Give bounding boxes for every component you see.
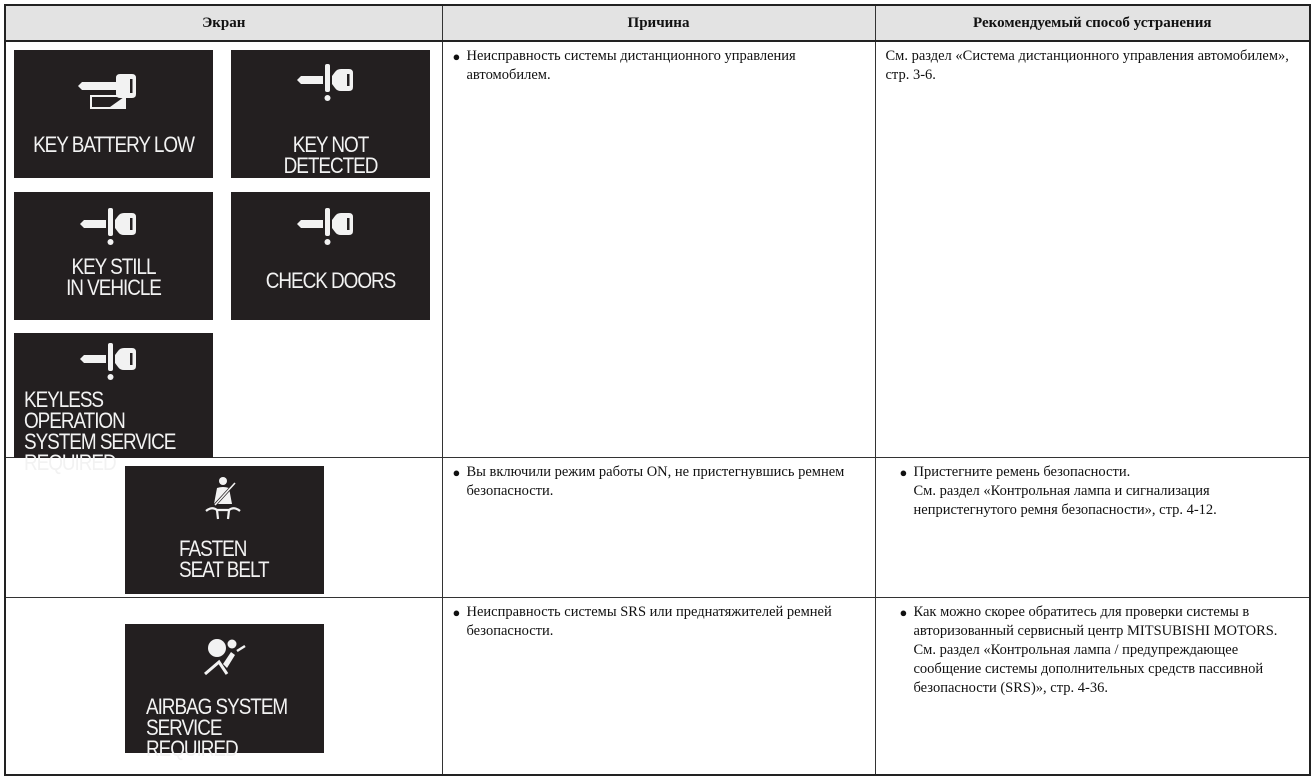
screen-keyless-operation-service	[14, 333, 213, 475]
cause-bullet-item	[453, 463, 865, 501]
warning-messages-table	[4, 4, 1311, 776]
remedy-cell	[875, 457, 1310, 597]
remedy-reference: См. раздел «Контрольная лампа и сигнализация непристегнутого ремня безопасности», стр. 4-12.	[913, 482, 1217, 518]
key-warning-icon	[295, 206, 365, 250]
remedy-reference: См. раздел «Контрольная лампа / предупреждающее сообщение системы дополнительных средств пассивной безопасности (SRS)», стр. 4-36.	[913, 641, 1264, 696]
cause-text: Неисправность системы дистанционного управления автомобилем.	[466, 48, 796, 83]
key-warning-icon	[78, 341, 148, 385]
header-screen: Экран	[5, 5, 442, 41]
screen-label: FASTEN SEAT BELT	[179, 535, 269, 582]
screen-key-not-detected	[231, 50, 430, 178]
key-warning-icon	[78, 206, 148, 250]
screen-check-doors	[231, 192, 430, 320]
key-warning-icon	[295, 62, 365, 106]
screen-label: KEY STILL IN VEHICLE	[66, 254, 161, 300]
table-row	[5, 597, 1310, 775]
remedy-cell	[875, 597, 1310, 775]
remedy-bullet-item	[900, 603, 1300, 698]
table-row	[5, 41, 1310, 457]
screen-label: KEY NOT DETECTED	[283, 132, 378, 178]
screen-label: CHECK DOORS	[265, 268, 396, 293]
screen-label: AIRBAG SYSTEM SERVICE REQUIRED	[146, 693, 288, 761]
bullet-icon: ●	[899, 464, 908, 480]
remedy-action: Пристегните ремень безопасности.	[913, 463, 1131, 480]
screen-key-still-in-vehicle	[14, 192, 213, 320]
key-battery-icon	[76, 68, 146, 112]
cause-text: Вы включили режим работы ON, не пристегнувшись ремнем безопасности.	[466, 463, 845, 499]
cause-cell	[442, 41, 875, 457]
remedy-reference: См. раздел «Система дистанционного управления автомобилем», стр. 3-6.	[885, 48, 1289, 83]
airbag-icon	[203, 636, 253, 680]
cause-bullet-item	[453, 47, 865, 85]
screen-airbag-service	[125, 624, 324, 761]
bullet-icon: ●	[452, 604, 461, 620]
bullet-icon: ●	[452, 49, 461, 64]
bullet-icon: ●	[452, 464, 461, 480]
remedy-bullet-item	[900, 463, 1300, 520]
table-row	[5, 457, 1310, 597]
bullet-icon: ●	[899, 604, 908, 620]
screen-label: KEYLESS OPERATION SYSTEM SERVICE REQUIRED	[24, 387, 176, 475]
header-remedy: Рекомендуемый способ устранения	[875, 5, 1310, 41]
cause-cell	[442, 597, 875, 775]
header-row	[5, 5, 1310, 41]
cause-bullet-item	[453, 603, 865, 641]
screen-cell	[5, 597, 442, 775]
header-cause: Причина	[442, 5, 875, 41]
screen-label: KEY BATTERY LOW	[33, 132, 194, 157]
seat-belt-icon	[204, 476, 244, 522]
cause-text: Неисправность системы SRS или преднатяжителей ремней безопасности.	[466, 603, 832, 639]
screen-cell	[5, 457, 442, 597]
remedy-cell	[875, 41, 1310, 457]
screen-fasten-seat-belt	[125, 466, 324, 594]
cause-cell	[442, 457, 875, 597]
screen-cell	[5, 41, 442, 475]
remedy-action: Как можно скорее обратитесь для проверки системы в авторизованный сервисный центр MITSUBISHI MOTORS.	[913, 603, 1278, 639]
screen-key-battery-low	[14, 50, 213, 178]
